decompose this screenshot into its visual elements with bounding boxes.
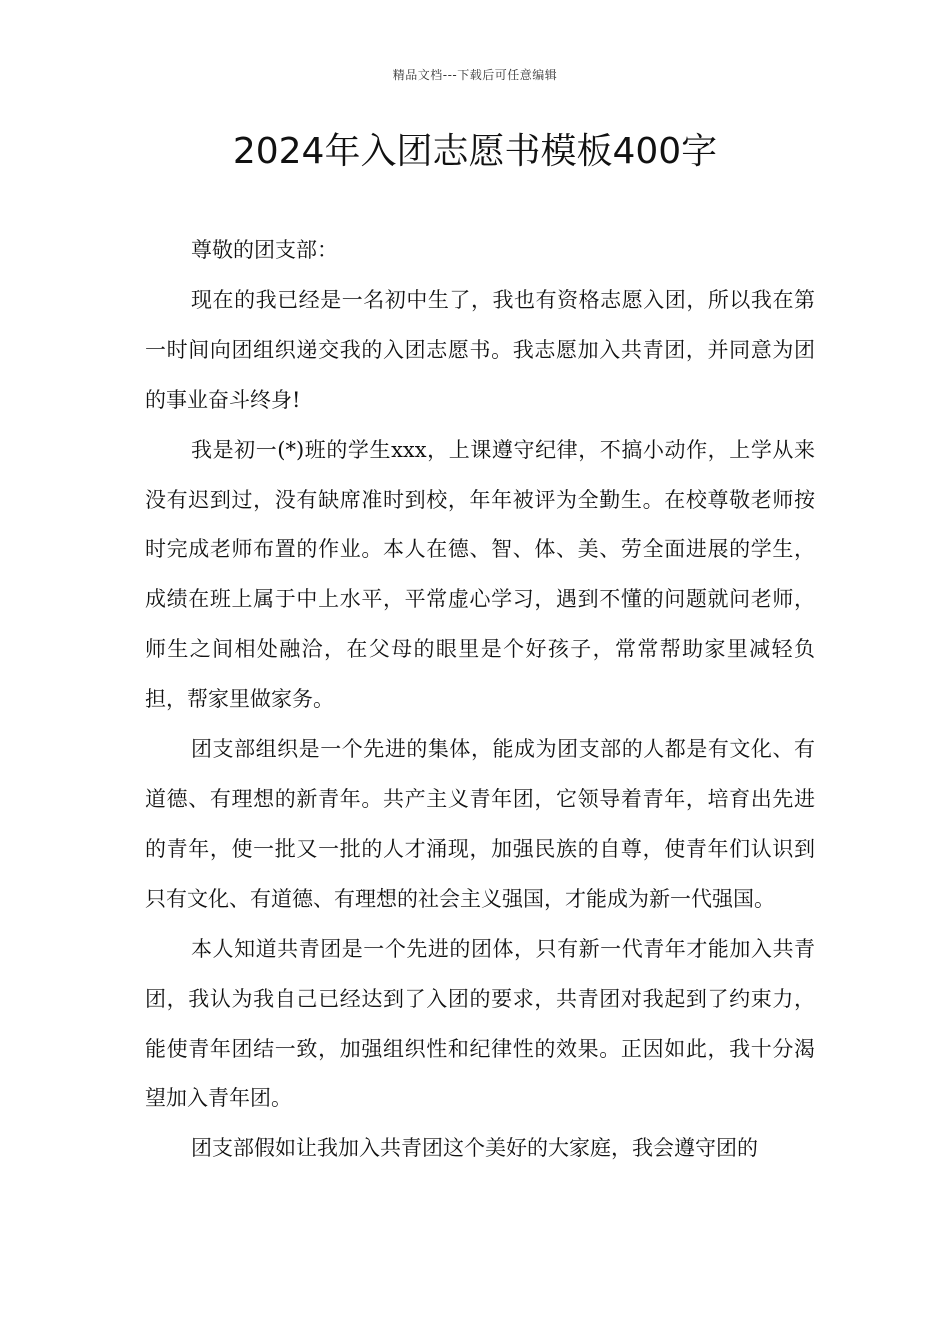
paragraph-2: 我是初一(*)班的学生xxx，上课遵守纪律，不搞小动作，上学从来没有迟到过，没有缺席准时到校，年年被评为全勤生。在校尊敬老师按时完成老师布置的作业。本人在德、智、体、美、劳全面进展的学生，成绩在班上属于中上水平，平常虚心学习，遇到不懂的问题就问老师，师生之间相处融洽，在父母的眼里是个好孩子，常常帮助家里减轻负担，帮家里做家务。 (145, 437, 815, 712)
salutation: 尊敬的团支部： (191, 238, 338, 262)
page-header-note: 精品文档---下载后可任意编辑 (392, 68, 558, 82)
paragraph-4: 本人知道共青团是一个先进的团体，只有新一代青年才能加入共青团，我认为我自己已经达到了入团的要求，共青团对我起到了约束力，能使青年团结一致，加强组织性和纪律性的效果。正因如此，我十分渴望加入青年团。 (145, 936, 815, 1111)
paragraph-1: 现在的我已经是一名初中生了，我也有资格志愿入团，所以我在第一时间向团组织递交我的入团志愿书。我志愿加入共青团，并同意为团的事业奋斗终身! (145, 287, 815, 412)
document-body (145, 226, 815, 1174)
paragraph-5: 团支部假如让我加入共青团这个美好的大家庭，我会遵守团的 (191, 1136, 758, 1161)
paragraph-3: 团支部组织是一个先进的集体，能成为团支部的人都是有文化、有道德、有理想的新青年。共产主义青年团，它领导着青年，培育出先进的青年，使一批又一批的人才涌现，加强民族的自尊，使青年们认识到只有文化、有道德、有理想的社会主义强国，才能成为新一代强国。 (145, 737, 815, 911)
document-title: 2024年入团志愿书模板400字 (232, 131, 718, 172)
